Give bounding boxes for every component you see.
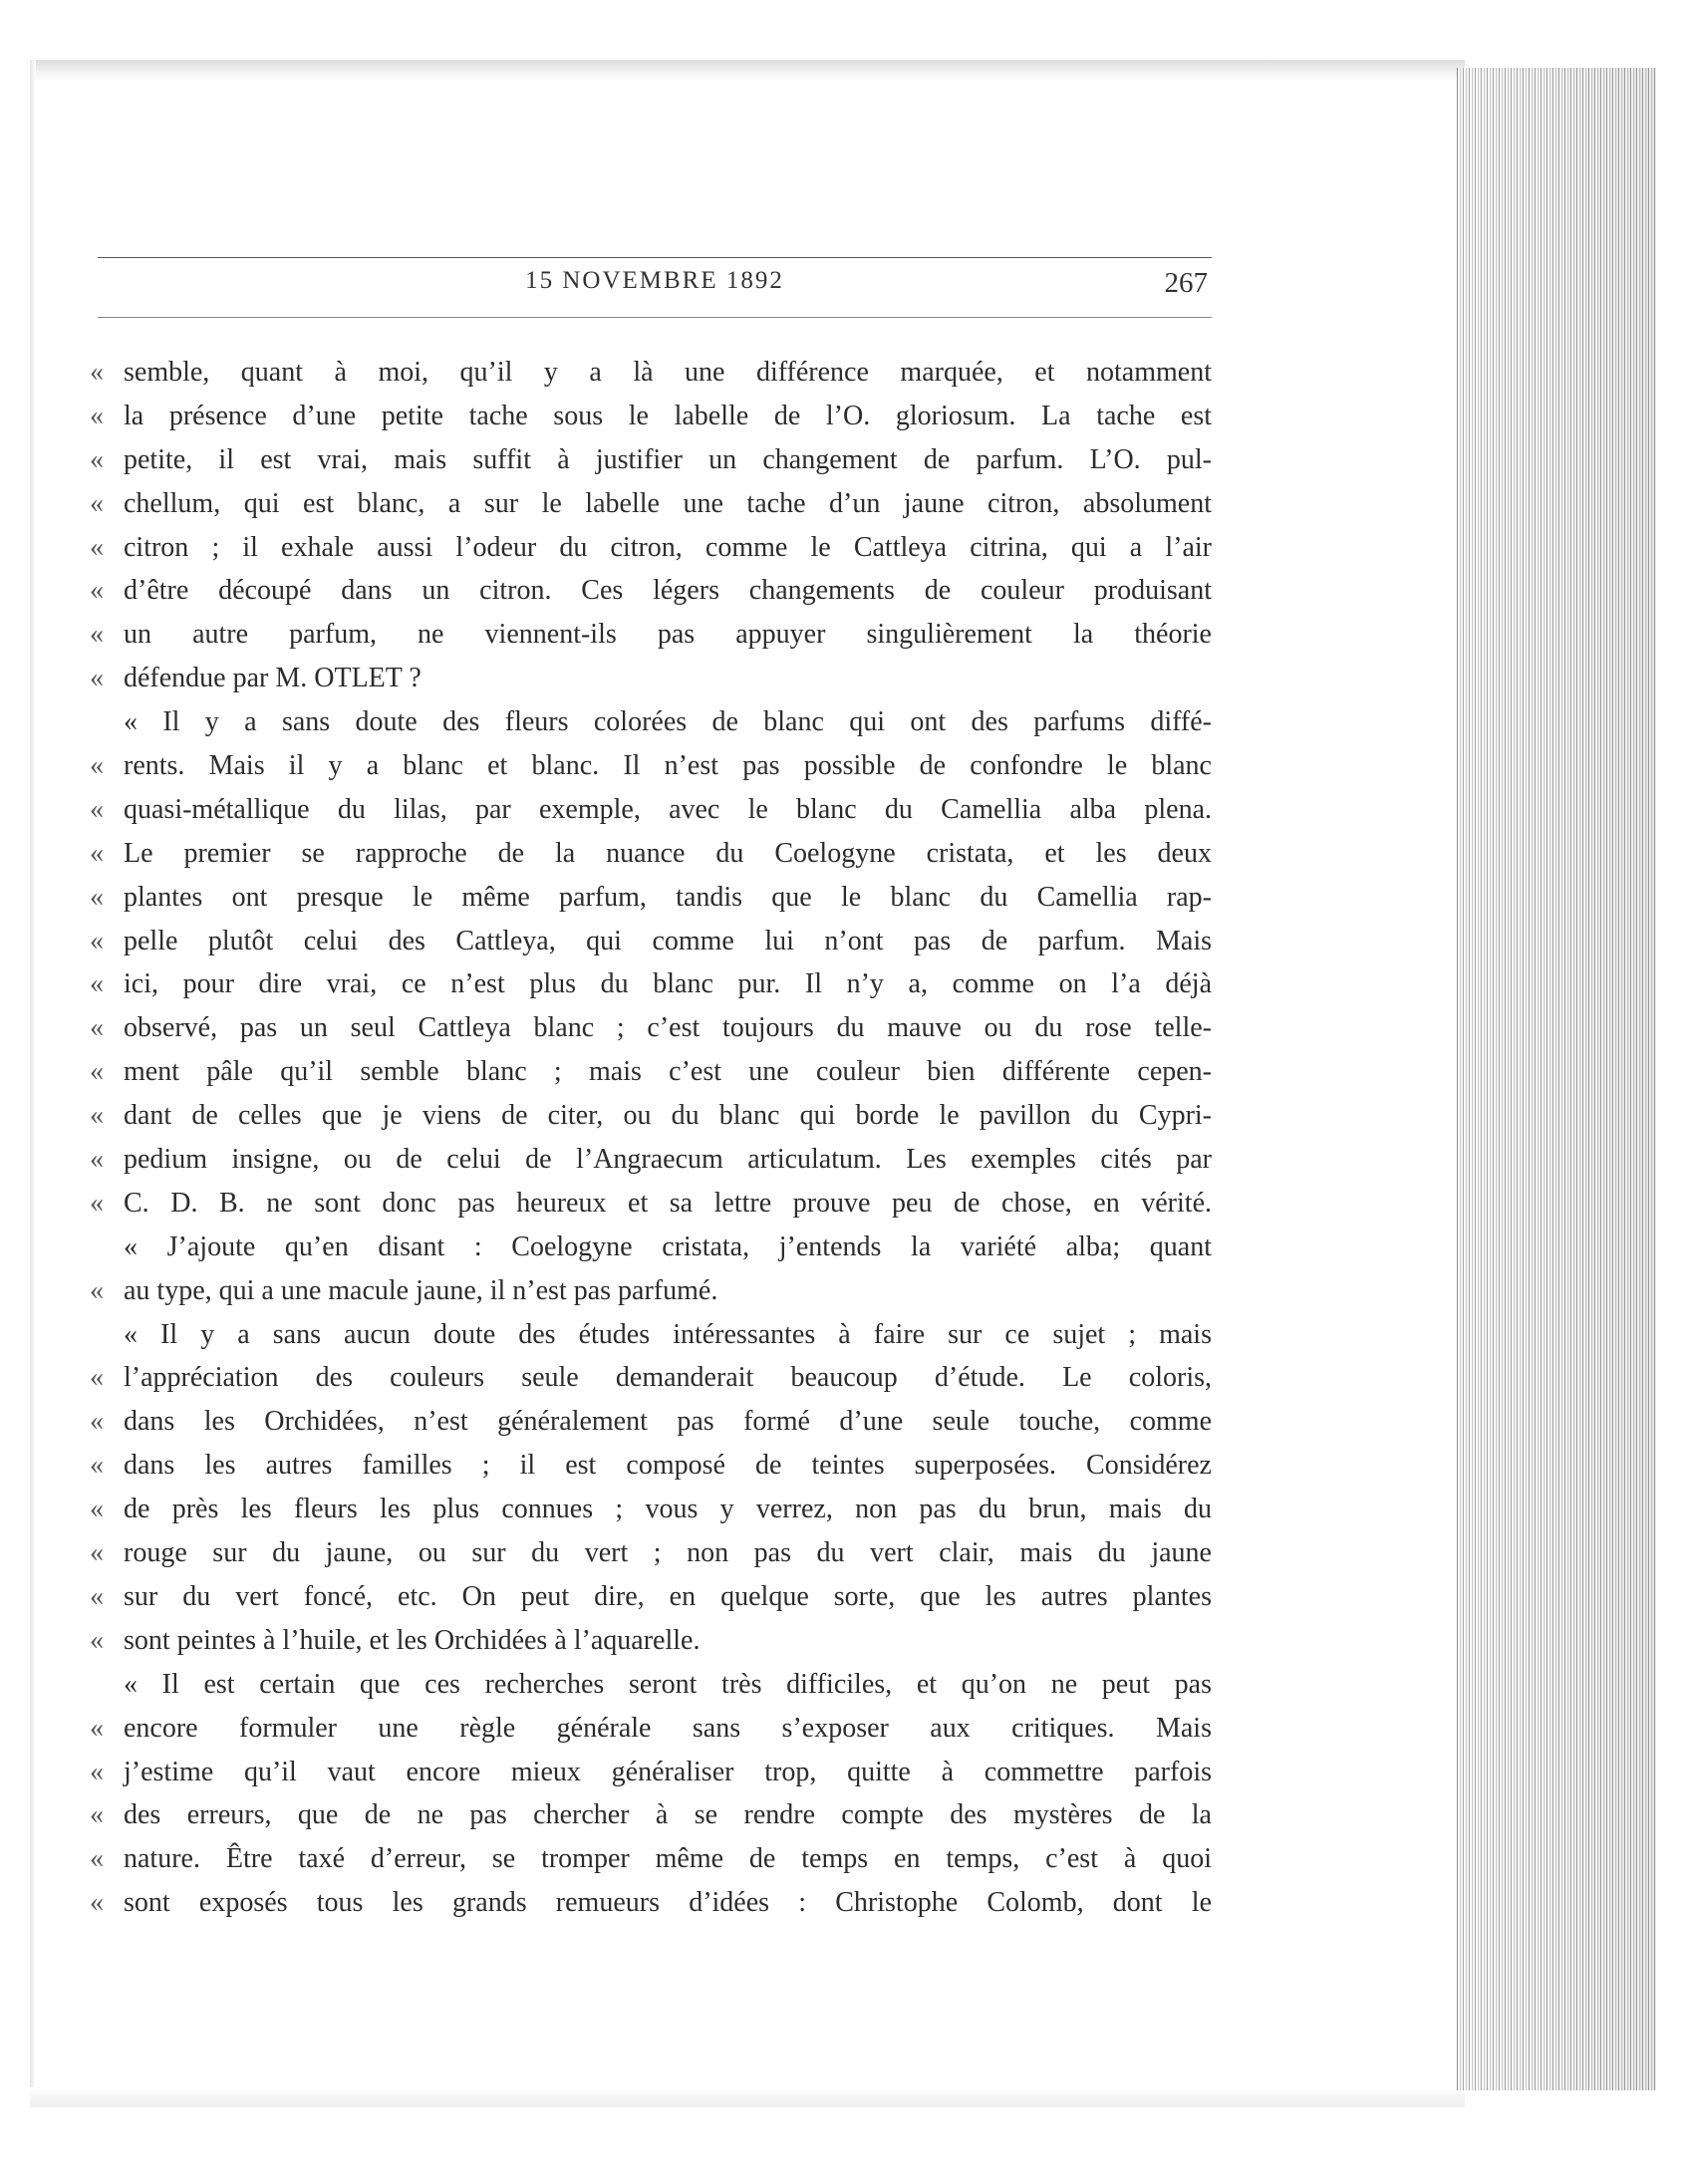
line-text: semble, quant à moi, qu’il y a là une différence marquée, et notamment xyxy=(124,357,1212,388)
line-text: de près les fleurs les plus connues ; vous y verrez, non pas du brun, mais du xyxy=(124,1494,1212,1525)
line-text: nature. Être taxé d’erreur, se tromper même de temps en temps, c’est à quoi xyxy=(124,1843,1212,1875)
line-text: encore formuler une règle générale sans s’exposer aux critiques. Mais xyxy=(124,1712,1212,1744)
text-line xyxy=(90,1313,1212,1357)
text-line xyxy=(90,482,1212,526)
line-text: un autre parfum, ne viennent-ils pas appuyer singulièrement la théorie xyxy=(124,619,1212,651)
margin-guillemet: « xyxy=(90,1494,104,1525)
margin-guillemet: « xyxy=(90,1580,104,1612)
margin-guillemet: « xyxy=(90,663,104,694)
margin-guillemet: « xyxy=(90,1012,104,1044)
header-date: 15 NOVEMBRE 1892 xyxy=(525,267,784,294)
text-line xyxy=(90,744,1212,788)
line-text: « Il y a sans doute des fleurs colorées de blanc qui ont des parfums diffé- xyxy=(124,706,1212,738)
text-line xyxy=(90,438,1212,482)
line-text: petite, il est vrai, mais suffit à justifier un changement de parfum. L’O. pul- xyxy=(124,443,1212,475)
text-line xyxy=(90,1619,1212,1663)
text-line xyxy=(90,1707,1212,1751)
line-text: dant de celles que je viens de citer, ou du blanc qui borde le pavillon du Cypri- xyxy=(124,1100,1212,1132)
text-line xyxy=(90,569,1212,613)
margin-guillemet: « xyxy=(90,1362,104,1394)
margin-guillemet: « xyxy=(90,400,104,431)
margin-guillemet: « xyxy=(90,531,104,563)
margin-guillemet: « xyxy=(90,793,104,825)
margin-guillemet: « xyxy=(90,1537,104,1569)
margin-guillemet: « xyxy=(90,1274,104,1306)
margin-guillemet: « xyxy=(90,750,104,782)
text-line xyxy=(90,1881,1212,1925)
margin-guillemet: « xyxy=(90,1887,104,1919)
margin-guillemet: « xyxy=(90,1799,104,1831)
text-line xyxy=(90,876,1212,920)
text-line xyxy=(90,657,1212,700)
text-line xyxy=(90,1575,1212,1619)
line-text: rouge sur du jaune, ou sur du vert ; non pas du vert clair, mais du jaune xyxy=(124,1537,1212,1569)
text-line xyxy=(90,962,1212,1006)
margin-guillemet: « xyxy=(90,487,104,519)
line-text: « J’ajoute qu’en disant : Coelogyne cristata, j’entends la variété alba; quant xyxy=(124,1230,1212,1262)
text-line xyxy=(90,1531,1212,1575)
text-line xyxy=(90,1793,1212,1837)
text-line xyxy=(90,832,1212,876)
line-text: sont exposés tous les grands remueurs d’idées : Christophe Colomb, dont le xyxy=(124,1887,1212,1919)
margin-guillemet: « xyxy=(90,1843,104,1875)
text-line xyxy=(90,920,1212,963)
text-line xyxy=(90,788,1212,832)
line-text: Le premier se rapproche de la nuance du Coelogyne cristata, et les deux xyxy=(124,837,1212,869)
margin-guillemet: « xyxy=(90,619,104,651)
text-line xyxy=(90,526,1212,570)
text-line xyxy=(90,700,1212,744)
body-text xyxy=(90,351,1212,1925)
text-line xyxy=(90,1182,1212,1226)
text-line xyxy=(90,1050,1212,1094)
line-text: dans les autres familles ; il est composé de teintes superposées. Considérez xyxy=(124,1450,1212,1482)
line-text: quasi-métallique du lilas, par exemple, avec le blanc du Camellia alba plena. xyxy=(124,793,1212,825)
line-text: d’être découpé dans un citron. Ces légers changements de couleur produisant xyxy=(124,575,1212,607)
margin-guillemet: « xyxy=(90,1187,104,1219)
text-line xyxy=(90,1444,1212,1488)
line-text: pedium insigne, ou de celui de l’Angraecum articulatum. Les exemples cités par xyxy=(124,1144,1212,1176)
line-text: « Il est certain que ces recherches seront très difficiles, et qu’on ne peut pas xyxy=(124,1668,1212,1700)
line-text: observé, pas un seul Cattleya blanc ; c’est toujours du mauve ou du rose telle- xyxy=(124,1012,1212,1044)
margin-guillemet: « xyxy=(90,881,104,913)
text-line xyxy=(90,1751,1212,1794)
text-line xyxy=(90,1400,1212,1444)
text-line xyxy=(90,1269,1212,1313)
text-line xyxy=(90,1006,1212,1050)
line-text: au type, qui a une macule jaune, il n’est pas parfumé. xyxy=(124,1274,718,1306)
margin-guillemet: « xyxy=(90,837,104,869)
scan-shadow-top xyxy=(30,60,1465,82)
text-line xyxy=(90,1094,1212,1138)
text-line xyxy=(90,1488,1212,1531)
margin-guillemet: « xyxy=(90,1712,104,1744)
margin-guillemet: « xyxy=(90,1756,104,1787)
line-text: rents. Mais il y a blanc et blanc. Il n’est pas possible de confondre le blanc xyxy=(124,750,1212,782)
line-text: défendue par M. OTLET ? xyxy=(124,663,422,694)
text-line xyxy=(90,1138,1212,1182)
line-text: plantes ont presque le même parfum, tandis que le blanc du Camellia rap- xyxy=(124,881,1212,913)
scan-shadow-left xyxy=(30,60,36,2102)
running-head xyxy=(98,267,1212,307)
margin-guillemet: « xyxy=(90,357,104,388)
text-line xyxy=(90,395,1212,438)
text-line xyxy=(90,351,1212,395)
margin-guillemet: « xyxy=(90,1144,104,1176)
line-text: citron ; il exhale aussi l’odeur du citron, comme le Cattleya citrina, qui a l’air xyxy=(124,531,1212,563)
line-text: sur du vert foncé, etc. On peut dire, en quelque sorte, que les autres plantes xyxy=(124,1580,1212,1612)
book-page-edges-shade xyxy=(1457,68,1656,2090)
margin-guillemet: « xyxy=(90,1100,104,1132)
line-text: des erreurs, que de ne pas chercher à se rendre compte des mystères de la xyxy=(124,1799,1212,1831)
line-text: dans les Orchidées, n’est généralement pas formé d’une seule touche, comme xyxy=(124,1406,1212,1438)
line-text: C. D. B. ne sont donc pas heureux et sa lettre prouve peu de chose, en vérité. xyxy=(124,1187,1212,1219)
line-text: ici, pour dire vrai, ce n’est plus du blanc pur. Il n’y a, comme on l’a déjà xyxy=(124,968,1212,1000)
text-line xyxy=(90,1356,1212,1400)
line-text: l’appréciation des couleurs seule demanderait beaucoup d’étude. Le coloris, xyxy=(124,1362,1212,1394)
margin-guillemet: « xyxy=(90,575,104,607)
margin-guillemet: « xyxy=(90,443,104,475)
margin-guillemet: « xyxy=(90,925,104,956)
header-rule-top xyxy=(98,257,1212,258)
margin-guillemet: « xyxy=(90,1056,104,1088)
margin-guillemet: « xyxy=(90,1406,104,1438)
scan-shadow-bottom xyxy=(30,2087,1465,2107)
page-number: 267 xyxy=(1164,267,1208,299)
line-text: la présence d’une petite tache sous le labelle de l’O. gloriosum. La tache est xyxy=(124,400,1212,431)
text-line xyxy=(90,613,1212,657)
header-rule-bottom xyxy=(98,317,1212,318)
text-line xyxy=(90,1226,1212,1269)
margin-guillemet: « xyxy=(90,1624,104,1656)
line-text: sont peintes à l’huile, et les Orchidées à l’aquarelle. xyxy=(124,1624,701,1656)
margin-guillemet: « xyxy=(90,968,104,1000)
line-text: « Il y a sans aucun doute des études intéressantes à faire sur ce sujet ; mais xyxy=(124,1318,1212,1350)
text-line xyxy=(90,1837,1212,1881)
line-text: pelle plutôt celui des Cattleya, qui comme lui n’ont pas de parfum. Mais xyxy=(124,925,1212,956)
line-text: ment pâle qu’il semble blanc ; mais c’est une couleur bien différente cepen- xyxy=(124,1056,1212,1088)
text-line xyxy=(90,1663,1212,1707)
line-text: chellum, qui est blanc, a sur le labelle une tache d’un jaune citron, absolument xyxy=(124,487,1212,519)
line-text: j’estime qu’il vaut encore mieux généraliser trop, quitte à commettre parfois xyxy=(124,1756,1212,1787)
margin-guillemet: « xyxy=(90,1450,104,1482)
